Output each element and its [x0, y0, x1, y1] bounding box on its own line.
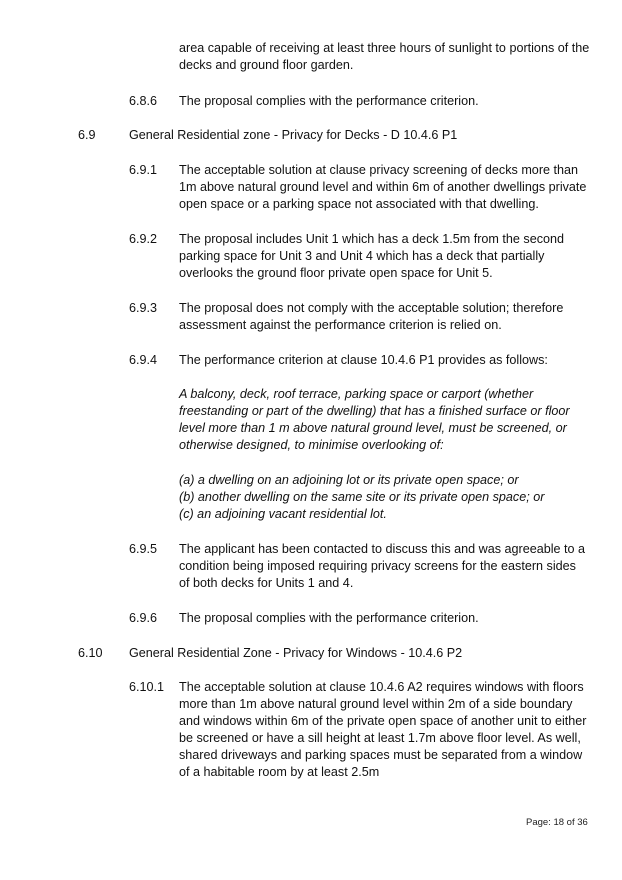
clause-text — [179, 231, 564, 282]
text-line: The proposal complies with the performance criterion. — [179, 94, 479, 108]
text-line: freestanding or part of the dwelling) that has a finished surface or floor — [179, 404, 570, 418]
text-line: of both decks for Units 1 and 4. — [179, 576, 354, 590]
text-line: The acceptable solution at clause privacy screening of decks more than — [179, 163, 579, 177]
text-line: overlooks the ground floor private open space for Unit 5. — [179, 266, 493, 280]
text-line: area capable of receiving at least three hours of sunlight to portions of the — [179, 41, 590, 55]
clause-number: 6.9.5 — [129, 542, 158, 556]
clause-text — [179, 300, 563, 334]
text-line: level more than 1 m above natural ground level, must be screened, or — [179, 421, 567, 435]
text-line: more than 1m above natural ground level within 2m of a side boundary — [179, 697, 573, 711]
section-number: 6.10 — [78, 646, 103, 660]
clause-text — [179, 352, 548, 369]
clause-number: 6.10.1 — [129, 680, 165, 694]
clause-number: 6.9.3 — [129, 301, 158, 315]
text-line: of a habitable room by at least 2.5m — [179, 765, 380, 779]
text-line: 1m above natural ground level and within 6m of another dwellings private — [179, 180, 587, 194]
text-line: decks and ground floor garden. — [179, 58, 354, 72]
text-line: parking space for Unit 3 and Unit 4 which has a deck that partially — [179, 249, 545, 263]
list-item: (a) a dwelling on an adjoining lot or its private open space; or — [179, 473, 519, 487]
text-line: and windows within 6m of the private open space of another unit to either — [179, 714, 587, 728]
text-line: otherwise designed, to minimise overlooking of: — [179, 438, 444, 452]
quoted-criterion — [179, 386, 570, 454]
clause-text — [179, 93, 479, 110]
text-line: condition being imposed requiring privacy screens for the eastern sides — [179, 559, 576, 573]
text-line: The applicant has been contacted to discuss this and was agreeable to a — [179, 542, 586, 556]
text-line: The performance criterion at clause 10.4.6 P1 provides as follows: — [179, 353, 548, 367]
section-title: General Residential Zone - Privacy for Windows - 10.4.6 P2 — [129, 646, 463, 660]
clause-number: 6.8.6 — [129, 94, 158, 108]
clause-text — [179, 162, 586, 213]
continuation-paragraph — [179, 40, 589, 74]
text-line: shared driveways and parking spaces must be separated from a window — [179, 748, 583, 762]
clause-text — [179, 541, 585, 592]
page-number: Page: 18 of 36 — [526, 817, 588, 828]
text-line: The acceptable solution at clause 10.4.6 A2 requires windows with floors — [179, 680, 584, 694]
clause-text — [179, 679, 586, 781]
clause-number: 6.9.1 — [129, 163, 158, 177]
text-line: open space or a parking space not associated with that dwelling. — [179, 197, 539, 211]
text-line: The proposal does not comply with the acceptable solution; therefore — [179, 301, 564, 315]
list-item: (c) an adjoining vacant residential lot. — [179, 507, 387, 521]
clause-number: 6.9.2 — [129, 232, 158, 246]
text-line: A balcony, deck, roof terrace, parking space or carport (whether — [179, 387, 534, 401]
quoted-criterion-list — [179, 472, 544, 523]
clause-number: 6.9.6 — [129, 611, 158, 625]
text-line: The proposal includes Unit 1 which has a deck 1.5m from the second — [179, 232, 565, 246]
clause-text — [179, 610, 479, 627]
text-line: assessment against the performance criterion is relied on. — [179, 318, 502, 332]
list-item: (b) another dwelling on the same site or its private open space; or — [179, 490, 545, 504]
section-title: General Residential zone - Privacy for Decks - D 10.4.6 P1 — [129, 128, 458, 142]
text-line: The proposal complies with the performance criterion. — [179, 611, 479, 625]
section-number: 6.9 — [78, 128, 96, 142]
text-line: be screened or have a sill height at least 1.7m above floor level. As well, — [179, 731, 581, 745]
clause-number: 6.9.4 — [129, 353, 158, 367]
